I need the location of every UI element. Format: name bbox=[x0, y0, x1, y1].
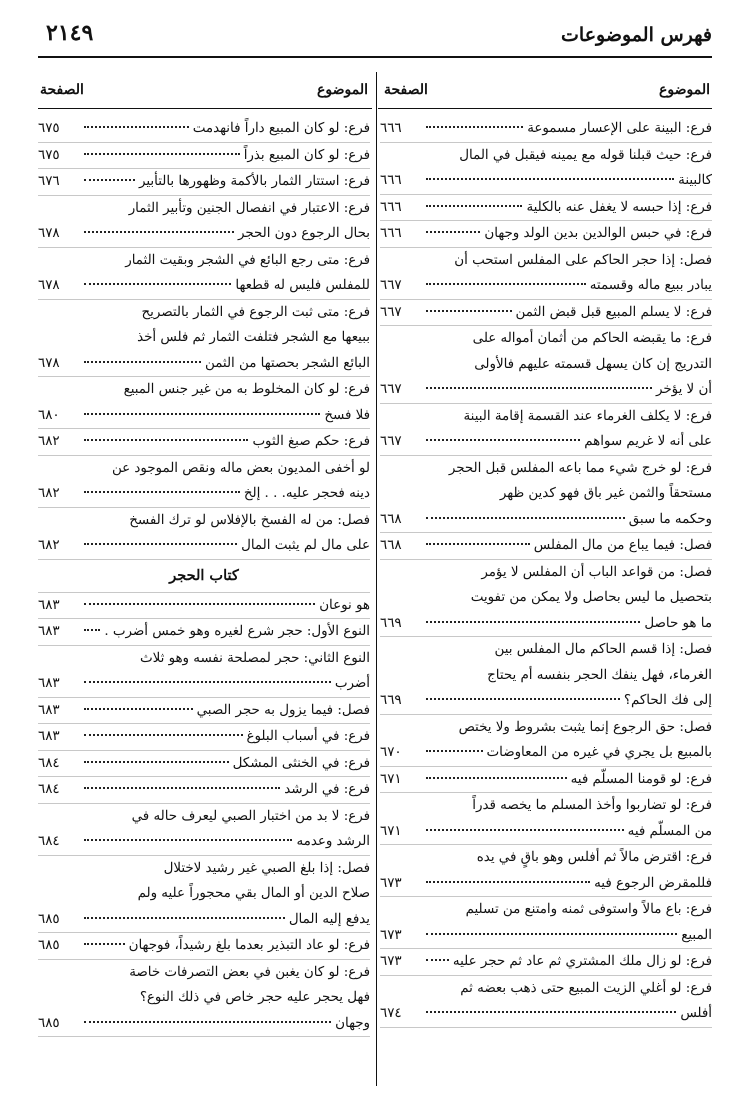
entry-line bbox=[84, 619, 370, 645]
entry-line bbox=[84, 829, 370, 855]
entry-line: فصل: حق الرجوع إنما يثبت بشروط ولا يختص bbox=[458, 719, 712, 735]
index-entry bbox=[380, 300, 712, 327]
dot-leader bbox=[426, 881, 590, 883]
entry-page-number: ٦٦٩ bbox=[380, 693, 402, 708]
entry-text: فرع: في الرشد bbox=[284, 782, 370, 797]
right-column-list bbox=[380, 116, 712, 1028]
entry-line bbox=[426, 300, 712, 326]
dot-leader bbox=[426, 310, 512, 312]
dot-leader bbox=[84, 283, 231, 285]
entry-page-number: ٦٧٤ bbox=[380, 1006, 402, 1021]
entry-text: فصل: فيما يزول به حجر الصبي bbox=[196, 702, 370, 718]
index-entry bbox=[380, 845, 712, 897]
entry-text: النوع الأول: حجر شرع لغيره وهو خمس أضرب . bbox=[104, 624, 370, 639]
entry-line: فصل: إذا بلغ الصبي غير رشيد لاختلال bbox=[163, 860, 370, 876]
entry-line bbox=[84, 1011, 370, 1037]
index-entry bbox=[38, 248, 370, 300]
entry-line: الغرماء، فهل ينفك الحجر بنفسه أم يحتاج bbox=[487, 667, 712, 683]
entry-page-number: ٦٨٢ bbox=[38, 486, 60, 501]
entry-line bbox=[426, 949, 712, 975]
entry-text: دينه فحجر عليه. . . إلخ bbox=[243, 486, 370, 501]
entry-line: فرع: لا يكلف الغرماء عند القسمة إقامة البينة bbox=[463, 408, 712, 424]
left-heading-rule bbox=[38, 108, 372, 109]
dot-leader bbox=[84, 361, 201, 363]
entry-text: هو نوعان bbox=[319, 597, 370, 613]
entry-line bbox=[84, 933, 370, 959]
entry-line bbox=[426, 1001, 712, 1027]
entry-line bbox=[84, 143, 370, 169]
dot-leader bbox=[84, 761, 229, 763]
entry-line bbox=[426, 767, 712, 793]
dot-leader bbox=[84, 231, 234, 233]
dot-leader bbox=[84, 1021, 331, 1023]
index-entry bbox=[380, 533, 712, 560]
entry-line bbox=[84, 751, 370, 777]
entry-page-number: ٦٦٨ bbox=[380, 511, 402, 527]
running-title: فهرس الموضوعات bbox=[561, 24, 712, 46]
index-entry bbox=[380, 248, 712, 300]
entry-page-number: ٦٧٣ bbox=[380, 954, 402, 969]
entry-line: ببيعها مع الشجر فتلفت الثمار ثم فلس أخذ bbox=[137, 330, 370, 345]
dot-leader bbox=[426, 231, 480, 233]
entry-line: فرع: لو كان المخلوط به من غير جنس المبيع bbox=[123, 382, 370, 397]
index-entry bbox=[38, 777, 370, 804]
entry-line bbox=[426, 611, 712, 637]
entry-line bbox=[84, 671, 370, 697]
left-page-heading: الصفحة bbox=[40, 82, 84, 98]
dot-leader bbox=[426, 205, 522, 207]
entry-text: إلى فك الحاكم؟ bbox=[623, 693, 712, 708]
dot-leader bbox=[84, 439, 248, 441]
header-rule bbox=[38, 56, 712, 58]
entry-text: وحكمه ما سبق bbox=[628, 511, 712, 527]
dot-leader bbox=[84, 943, 125, 945]
entry-page-number: ٦٧٨ bbox=[38, 278, 60, 293]
entry-page-number: ٦٨٣ bbox=[38, 624, 60, 639]
dot-leader bbox=[426, 621, 640, 623]
entry-line bbox=[426, 819, 712, 845]
entry-text: فرع: استتار الثمار بالأكمة وظهورها بالتأبير bbox=[139, 174, 370, 189]
entry-line: فرع: لو كان يغبن في بعض التصرفات خاصة bbox=[129, 964, 370, 980]
entry-text: على أنه لا غريم سواهم bbox=[584, 434, 712, 449]
entry-text: فلا فسخ bbox=[324, 407, 370, 423]
entry-line bbox=[426, 507, 712, 533]
entry-line: فرع: الاعتبار في انفصال الجنين وتأبير الثمار bbox=[128, 200, 370, 216]
index-entry bbox=[380, 897, 712, 949]
entry-page-number: ٦٨٥ bbox=[38, 1015, 60, 1031]
index-entry bbox=[380, 326, 712, 404]
entry-line bbox=[84, 907, 370, 933]
index-entry bbox=[38, 619, 370, 646]
right-heading-rule bbox=[378, 108, 712, 109]
entry-line: فصل: إذا حجر الحاكم على المفلس استحب أن bbox=[454, 252, 712, 268]
dot-leader bbox=[84, 787, 280, 789]
column-divider bbox=[376, 72, 377, 1086]
entry-page-number: ٦٨٤ bbox=[38, 834, 60, 849]
dot-leader bbox=[426, 543, 530, 545]
dot-leader bbox=[84, 681, 331, 683]
entry-page-number: ٦٧٣ bbox=[380, 927, 402, 943]
entry-text: فرع: لو قومنا المسلّم فيه bbox=[570, 771, 712, 787]
index-entry bbox=[380, 715, 712, 767]
entry-line bbox=[84, 403, 370, 429]
dot-leader bbox=[426, 750, 483, 752]
index-entry bbox=[38, 429, 370, 456]
entry-page-number: ٦٨٢ bbox=[38, 538, 60, 553]
index-entry bbox=[380, 949, 712, 976]
index-entry bbox=[38, 456, 370, 508]
index-entry bbox=[38, 960, 370, 1038]
entry-page-number: ٦٧٠ bbox=[380, 745, 402, 760]
entry-page-number: ٦٦٧ bbox=[380, 278, 402, 293]
index-entry bbox=[38, 196, 370, 248]
section-heading: كتاب الحجر bbox=[38, 560, 370, 593]
entry-page-number: ٦٧٥ bbox=[38, 121, 60, 136]
entry-page-number: ٦٧١ bbox=[380, 771, 402, 787]
entry-line bbox=[426, 273, 712, 299]
entry-line: التدريج إن كان يسهل قسمته عليهم فالأولى bbox=[474, 356, 712, 372]
index-entry bbox=[380, 221, 712, 248]
dot-leader bbox=[84, 917, 285, 919]
entry-text: المبيع bbox=[681, 927, 712, 943]
entry-line bbox=[84, 169, 370, 195]
entry-text: أفلس bbox=[680, 1006, 712, 1021]
entry-page-number: ٦٨٣ bbox=[38, 702, 60, 718]
index-entry bbox=[380, 767, 712, 794]
dot-leader bbox=[426, 829, 624, 831]
dot-leader bbox=[84, 603, 315, 605]
dot-leader bbox=[84, 491, 240, 493]
dot-leader bbox=[426, 178, 674, 180]
entry-text: فرع: في الخنثى المشكل bbox=[232, 755, 370, 771]
entry-text: فرع: في أسباب البلوغ bbox=[246, 729, 370, 744]
entry-page-number: ٦٦٦ bbox=[380, 121, 402, 136]
dot-leader bbox=[426, 387, 652, 389]
entry-line: فصل: إذا قسم الحاكم مال المفلس بين bbox=[494, 642, 712, 657]
index-entry bbox=[380, 116, 712, 143]
entry-line bbox=[84, 724, 370, 750]
index-entry bbox=[38, 508, 370, 560]
entry-line bbox=[84, 481, 370, 507]
entry-text: بالمبيع بل يجري في غيره من المعاوضات bbox=[486, 745, 712, 760]
index-entry bbox=[38, 169, 370, 196]
index-entry bbox=[38, 646, 370, 698]
dot-leader bbox=[426, 439, 580, 441]
entry-page-number: ٦٦٨ bbox=[380, 538, 402, 553]
entry-line bbox=[426, 116, 712, 142]
entry-line bbox=[426, 168, 712, 194]
dot-leader bbox=[426, 283, 586, 285]
entry-line bbox=[426, 533, 712, 559]
index-entry bbox=[38, 116, 370, 143]
entry-line bbox=[426, 871, 712, 897]
entry-line bbox=[426, 429, 712, 455]
right-topic-heading: الموضوع bbox=[659, 82, 710, 98]
entry-text: يبادر ببيع ماله وقسمته bbox=[589, 278, 712, 293]
entry-page-number: ٦٨٤ bbox=[38, 782, 60, 797]
entry-line: فرع: متى رجع البائع في الشجر وبقيت الثمار bbox=[125, 252, 370, 268]
dot-leader bbox=[84, 629, 100, 631]
entry-page-number: ٦٦٧ bbox=[380, 434, 402, 449]
entry-line: فرع: لو أغلي الزيت المبيع حتى ذهب بعضه ثم bbox=[460, 980, 712, 996]
entry-line: لو أخفى المديون بعض ماله ونقص الموجود عن bbox=[111, 460, 370, 476]
dot-leader bbox=[84, 153, 240, 155]
entry-text: فرع: لو كان المبيع داراً فانهدمت bbox=[192, 121, 370, 136]
dot-leader bbox=[84, 708, 193, 710]
entry-text: فرع: في حبس الوالدين بدين الولد وجهان bbox=[484, 226, 712, 241]
entry-line bbox=[426, 740, 712, 766]
entry-line: فرع: اقترض مالاً ثم أفلس وهو باقٍ في يده bbox=[476, 850, 712, 865]
entry-text: للمفلس فليس له قطعها bbox=[235, 278, 370, 293]
entry-text: فرع: لو زال ملك المشتري ثم عاد ثم حجر عليه bbox=[452, 954, 712, 969]
dot-leader bbox=[426, 698, 620, 700]
dot-leader bbox=[84, 126, 189, 128]
entry-text: فرع: البينة على الإعسار مسموعة bbox=[527, 121, 712, 136]
index-entry bbox=[380, 195, 712, 222]
entry-line bbox=[426, 195, 712, 221]
entry-page-number: ٦٧٨ bbox=[38, 226, 60, 241]
entry-page-number: ٦٧٦ bbox=[38, 174, 60, 189]
index-entry bbox=[380, 456, 712, 534]
entry-page-number: ٦٨٠ bbox=[38, 407, 60, 423]
entry-page-number: ٦٧٨ bbox=[38, 355, 60, 371]
left-column-list bbox=[38, 116, 370, 1037]
index-entry bbox=[38, 933, 370, 960]
entry-page-number: ٦٨٣ bbox=[38, 729, 60, 744]
entry-text: وجهان bbox=[335, 1015, 370, 1031]
entry-line bbox=[84, 698, 370, 724]
entry-line: مستحقاً والثمن غير باق فهو كدين ظهر bbox=[499, 486, 712, 501]
entry-line bbox=[84, 221, 370, 247]
entry-line bbox=[84, 777, 370, 803]
entry-text: ما هو حاصل bbox=[644, 615, 712, 631]
entry-text: فرع: إذا حبسه لا يغفل عنه بالكلية bbox=[526, 199, 712, 215]
entry-line: فرع: متى ثبت الرجوع في الثمار بالتصريح bbox=[141, 304, 370, 320]
entry-page-number: ٦٧١ bbox=[380, 823, 402, 839]
entry-text: من المسلّم فيه bbox=[627, 823, 712, 839]
entry-line: بتحصيل ما ليس بحاصل ولا يمكن من تفويت bbox=[470, 590, 712, 605]
entry-line: فرع: باع مالاً واستوفى ثمنه وامتنع من تسليم bbox=[465, 902, 712, 917]
entry-text: فرع: لو عاد التبذير بعدما بلغ رشيداً، فوجهان bbox=[128, 938, 370, 953]
dot-leader bbox=[426, 777, 567, 779]
entry-text: أضرب bbox=[334, 676, 370, 691]
entry-line bbox=[84, 273, 370, 299]
index-entry bbox=[380, 976, 712, 1028]
entry-page-number: ٦٧٥ bbox=[38, 147, 60, 163]
index-entry bbox=[38, 724, 370, 751]
entry-page-number: ٦٧٣ bbox=[380, 875, 402, 891]
entry-text: على مال لم يثبت المال bbox=[241, 538, 370, 553]
entry-line: فرع: لو خرج شيء مما باعه المفلس قبل الحجر bbox=[448, 460, 712, 476]
entry-page-number: ٦٨٢ bbox=[38, 434, 60, 449]
entry-page-number: ٦٨٤ bbox=[38, 755, 60, 771]
index-entry bbox=[38, 143, 370, 170]
entry-page-number: ٦٦٦ bbox=[380, 226, 402, 241]
entry-line: فرع: لو تضاربوا وأخذ المسلم ما يخصه قدراً bbox=[472, 798, 712, 813]
index-entry bbox=[380, 560, 712, 638]
entry-text: فللمقرض الرجوع فيه bbox=[594, 875, 712, 891]
entry-text: بحال الرجوع دون الحجر bbox=[237, 226, 370, 241]
dot-leader bbox=[426, 517, 625, 519]
entry-text: فرع: حكم صبغ الثوب bbox=[252, 434, 370, 449]
index-entry bbox=[38, 698, 370, 725]
index-entry bbox=[38, 593, 370, 620]
entry-line bbox=[84, 593, 370, 619]
entry-page-number: ٦٦٧ bbox=[380, 304, 402, 320]
dot-leader bbox=[84, 413, 320, 415]
entry-line bbox=[426, 377, 712, 403]
entry-line bbox=[84, 429, 370, 455]
entry-line bbox=[426, 923, 712, 949]
entry-line bbox=[84, 533, 370, 559]
entry-text: البائع الشجر بحصتها من الثمن bbox=[205, 355, 370, 371]
entry-page-number: ٦٨٣ bbox=[38, 676, 60, 691]
dot-leader bbox=[84, 734, 243, 736]
dot-leader bbox=[84, 179, 135, 181]
entry-page-number: ٦٦٦ bbox=[380, 199, 402, 215]
right-page-heading: الصفحة bbox=[384, 82, 428, 98]
entry-text: فرع: لا يسلم المبيع قبل قبض الثمن bbox=[515, 304, 712, 320]
entry-line: صلاح الدين أو المال بقي محجوراً عليه ولم bbox=[137, 886, 370, 901]
dot-leader bbox=[426, 959, 449, 961]
entry-line: فصل: من له الفسخ بالإفلاس لو ترك الفسخ bbox=[129, 512, 370, 528]
entry-text: أن لا يؤخر bbox=[655, 382, 712, 397]
entry-line: النوع الثاني: حجر لمصلحة نفسه وهو ثلاث bbox=[139, 650, 370, 666]
entry-text: كالبينة bbox=[678, 173, 712, 188]
index-entry bbox=[380, 143, 712, 195]
dot-leader bbox=[84, 543, 237, 545]
entry-page-number: ٦٦٦ bbox=[380, 173, 402, 188]
entry-text: فرع: لو كان المبيع بذراً bbox=[243, 147, 370, 163]
entry-line bbox=[84, 351, 370, 377]
page-number: ٢١٤٩ bbox=[46, 20, 94, 46]
left-topic-heading: الموضوع bbox=[317, 82, 368, 98]
dot-leader bbox=[426, 126, 523, 128]
entry-text: فصل: فيما يباع من مال المفلس bbox=[533, 538, 712, 553]
index-entry bbox=[38, 300, 370, 378]
entry-line: فهل يحجر عليه حجر خاص في ذلك النوع؟ bbox=[139, 990, 370, 1005]
entry-line: فصل: من قواعد الباب أن المفلس لا يؤمر bbox=[481, 564, 712, 580]
entry-page-number: ٦٨٥ bbox=[38, 911, 60, 927]
entry-line bbox=[426, 688, 712, 714]
entry-line: فرع: لا بد من اختبار الصبي ليعرف حاله في bbox=[131, 808, 370, 824]
index-entry bbox=[38, 804, 370, 856]
index-entry bbox=[380, 637, 712, 715]
entry-page-number: ٦٨٣ bbox=[38, 597, 60, 613]
dot-leader bbox=[84, 839, 292, 841]
entry-line: فرع: ما يقبضه الحاكم من أثمان أمواله على bbox=[472, 331, 712, 346]
entry-text: الرشد وعدمه bbox=[296, 834, 370, 849]
entry-line bbox=[426, 221, 712, 247]
entry-line: فرع: حيث قبلنا قوله مع يمينه فيقبل في المال bbox=[459, 147, 712, 163]
entry-page-number: ٦٦٧ bbox=[380, 382, 402, 397]
index-entry bbox=[380, 404, 712, 456]
index-entry bbox=[380, 793, 712, 845]
entry-page-number: ٦٦٩ bbox=[380, 615, 402, 631]
index-entry bbox=[38, 856, 370, 934]
entry-line bbox=[84, 116, 370, 142]
dot-leader bbox=[426, 933, 677, 935]
dot-leader bbox=[426, 1011, 676, 1013]
entry-page-number: ٦٨٥ bbox=[38, 938, 60, 953]
index-entry bbox=[38, 751, 370, 778]
index-entry bbox=[38, 377, 370, 429]
entry-text: يدفع إليه المال bbox=[288, 911, 370, 927]
